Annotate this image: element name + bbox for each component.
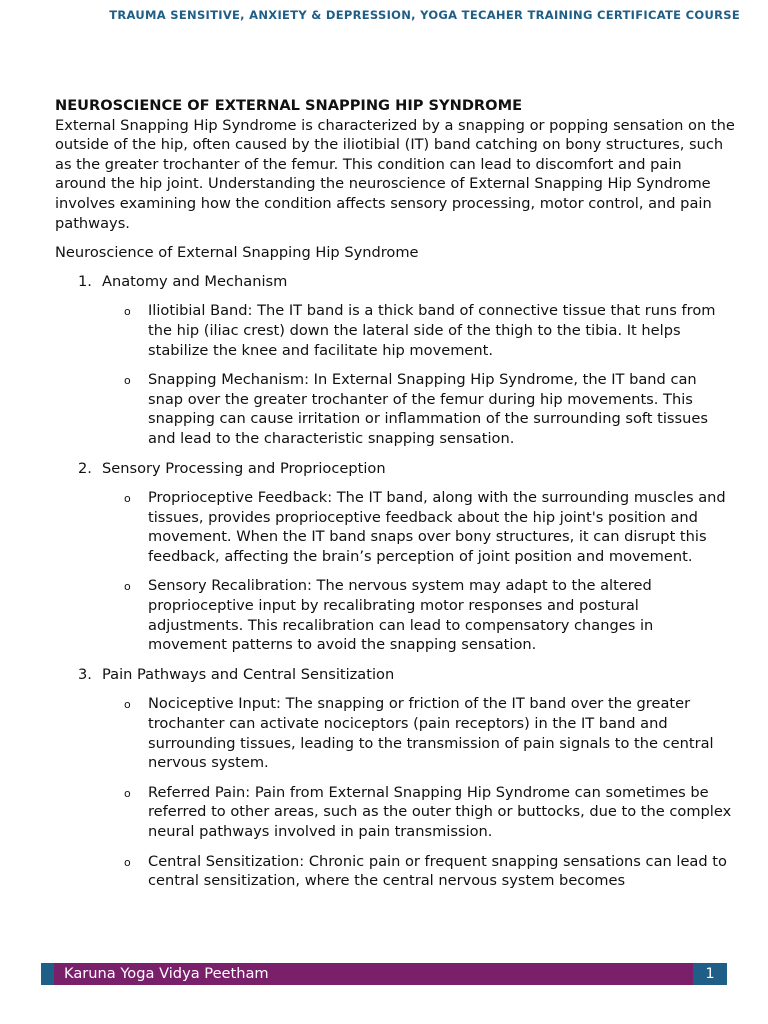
page-number: 1: [693, 963, 727, 985]
bullet-icon: o: [124, 305, 131, 319]
list-item: [55, 576, 735, 654]
bullet-icon: o: [124, 492, 131, 506]
list-item: [55, 694, 735, 772]
article-heading: NEUROSCIENCE OF EXTERNAL SNAPPING HIP SYNDROME: [55, 97, 523, 114]
course-header: TRAUMA SENSITIVE, ANXIETY & DEPRESSION, YOGA TECAHER TRAINING CERTIFICATE COURSE: [109, 8, 740, 22]
bullet-icon: o: [124, 374, 131, 388]
page-footer: [41, 963, 727, 985]
bullet-icon: o: [124, 698, 131, 712]
document-body: [55, 96, 735, 901]
list-item-text: Central Sensitization: Chronic pain or frequent snapping sensations can lead to central sensitization, where the central nervous system becomes: [148, 852, 727, 890]
sub-list: [55, 694, 735, 890]
list-item-text: Nociceptive Input: The snapping or friction of the IT band over the greater trochanter can activate nociceptors (pain receptors) in the IT band and surrounding tissues, leading to the transmission of pain signals to the central nervous system.: [148, 695, 714, 772]
list-item-text: Referred Pain: Pain from External Snapping Hip Syndrome can sometimes be referred to other areas, such as the outer thigh or buttocks, due to the complex neural pathways involved in pain transmission.: [148, 783, 732, 840]
list-item: [55, 783, 735, 842]
sub-list: [55, 301, 735, 448]
section-subheading: Neuroscience of External Snapping Hip Syndrome: [55, 244, 419, 262]
numbered-item: [55, 272, 735, 292]
footer-organization: Karuna Yoga Vidya Peetham: [64, 965, 269, 982]
list-item: [55, 370, 735, 448]
list-item: [55, 852, 735, 891]
list-item-text: Sensory Recalibration: The nervous system may adapt to the altered proprioceptive input by recalibrating motor responses and postural adjustments. This recalibration can lead to compensatory changes in movement patterns to avoid the snapping sensation.: [148, 577, 654, 654]
bullet-icon: o: [124, 580, 131, 594]
bullet-icon: o: [124, 786, 131, 800]
list-item-text: Iliotibial Band: The IT band is a thick band of connective tissue that runs from the hip (iliac crest) down the lateral side of the thigh to the tibia. It helps stabilize the knee and facilitate hip movement.: [148, 302, 716, 359]
list-item: [55, 301, 735, 360]
footer-accent-bar: [41, 963, 54, 985]
item-number: 1.: [78, 272, 92, 290]
item-title: Anatomy and Mechanism: [102, 272, 288, 290]
list-item: [55, 488, 735, 566]
bullet-icon: o: [124, 855, 131, 869]
numbered-item: [55, 459, 735, 479]
item-number: 3.: [78, 665, 92, 683]
intro-paragraph: External Snapping Hip Syndrome is characterized by a snapping or popping sensation on the outside of the hip, often caused by the iliotibial (IT) band catching on bony structures, such as the greater trochanter of the femur. This condition can lead to discomfort and pain around the hip joint. Understanding the neuroscience of External Snapping Hip Syndrome involves examining how the condition affects sensory processing, motor control, and pain pathways.: [55, 116, 735, 232]
sub-list: [55, 488, 735, 655]
numbered-item: [55, 665, 735, 685]
list-item-text: Snapping Mechanism: In External Snapping Hip Syndrome, the IT band can snap over the greater trochanter of the femur during hip movements. This snapping can cause irritation or inflammation of the surrounding soft tissues and lead to the characteristic snapping sensation.: [148, 371, 708, 447]
item-number: 2.: [78, 459, 92, 477]
item-title: Pain Pathways and Central Sensitization: [102, 665, 395, 683]
item-title: Sensory Processing and Proprioception: [102, 459, 386, 477]
list-item-text: Proprioceptive Feedback: The IT band, along with the surrounding muscles and tissues, provides proprioceptive feedback about the hip joint's position and movement. When the IT band snaps over bony structures, it can disrupt this feedback, affecting the brain’s perception of joint position and movement.: [148, 489, 726, 565]
